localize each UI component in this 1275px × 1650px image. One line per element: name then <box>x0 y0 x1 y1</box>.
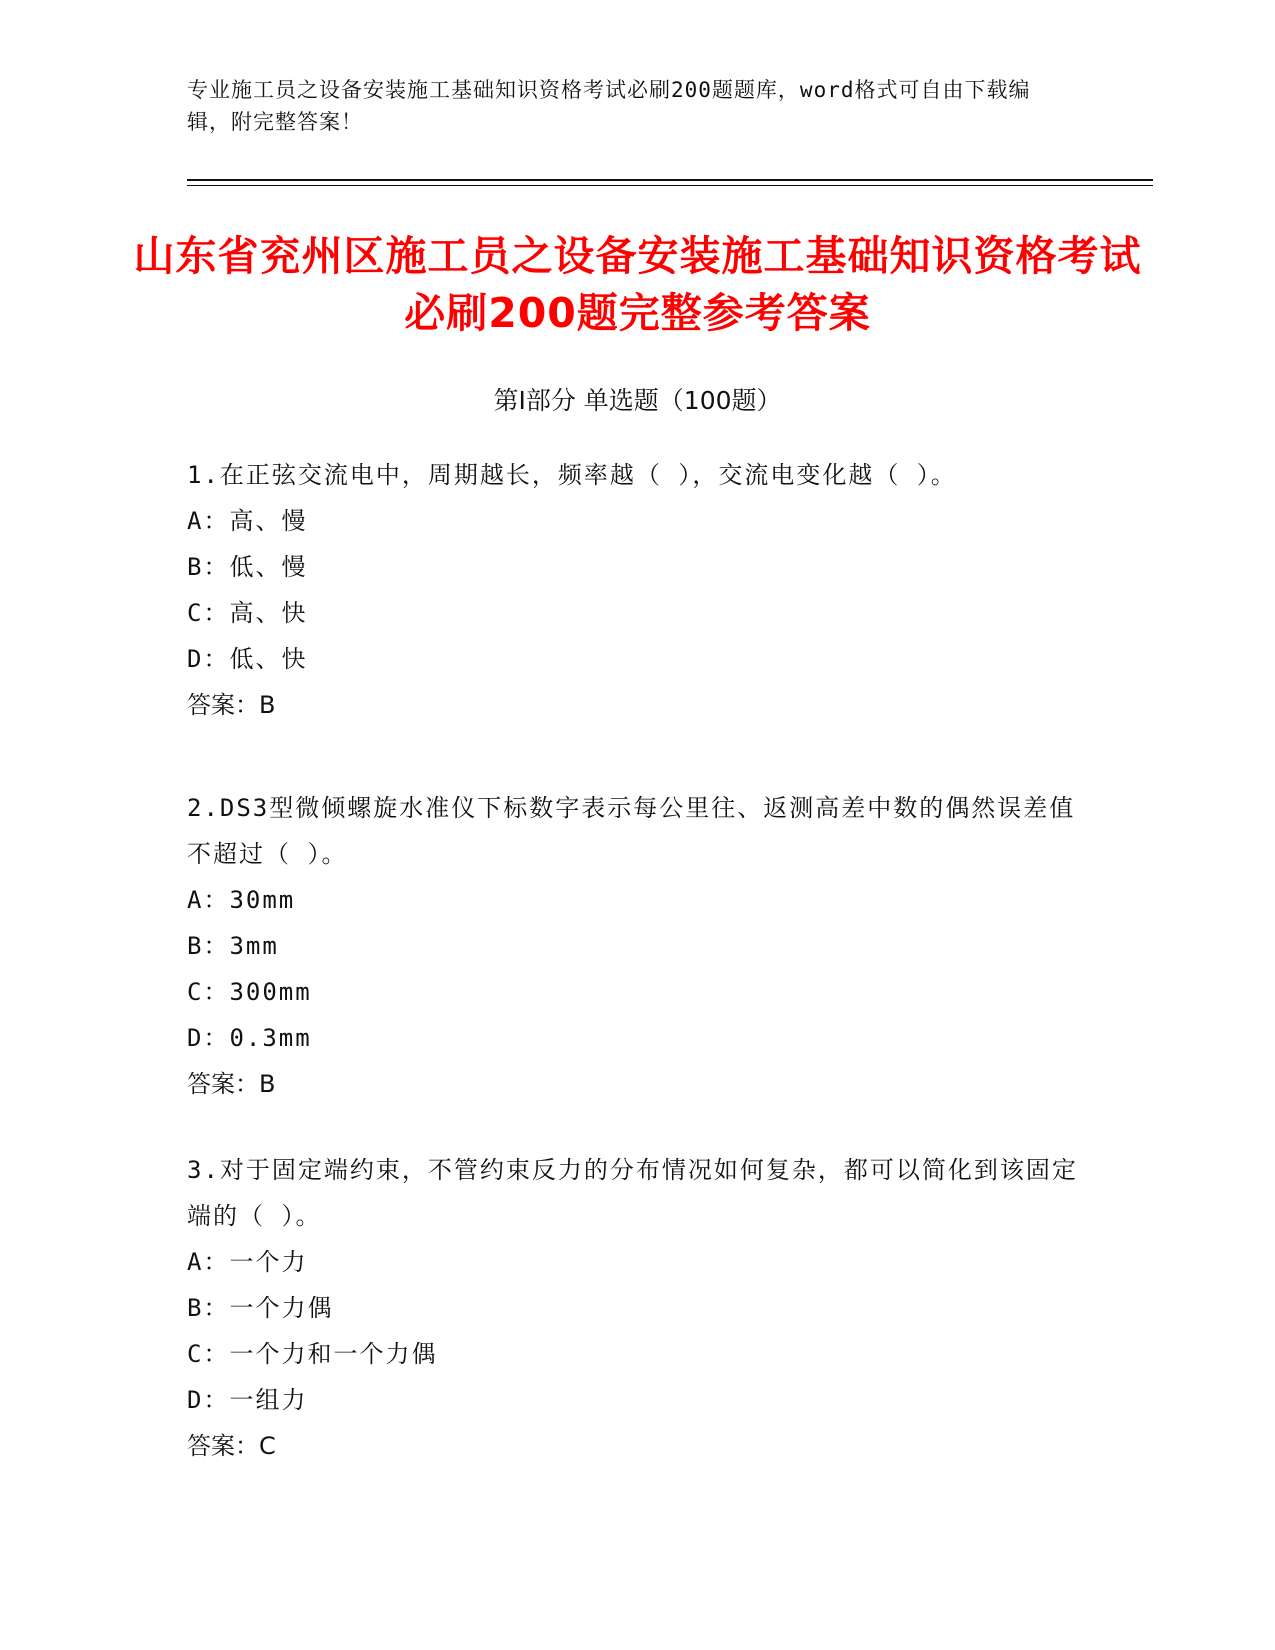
question-3 <box>187 1147 1087 1469</box>
answer: 答案：C <box>187 1432 276 1460</box>
section-heading: 第Ⅰ部分 单选题（100题） <box>493 386 782 415</box>
answer: 答案：B <box>187 691 276 719</box>
option-d: D：一组力 <box>187 1386 308 1414</box>
question-2 <box>187 785 1087 1107</box>
header-note: 专业施工员之设备安装施工基础知识资格考试必刷200题题库，word格式可自由下载编辑，附完整答案！ <box>187 78 1031 134</box>
document-title: 山东省兖州区施工员之设备安装施工基础知识资格考试必刷200题完整参考答案 <box>133 232 1142 337</box>
answer: 答案：B <box>187 1070 276 1098</box>
option-d: D：0.3mm <box>187 1024 312 1052</box>
option-b: B：3mm <box>187 932 279 960</box>
option-a: A：一个力 <box>187 1248 308 1276</box>
question-stem: 3.对于固定端约束，不管约束反力的分布情况如何复杂，都可以简化到该固定端的（ ）。 <box>187 1156 1078 1230</box>
header-divider-thick <box>187 179 1153 181</box>
question-stem: 2.DS3型微倾螺旋水准仪下标数字表示每公里往、返测高差中数的偶然误差值不超过（ ）。 <box>187 794 1076 868</box>
option-a: A：高、慢 <box>187 507 308 535</box>
option-c: C：300mm <box>187 978 312 1006</box>
option-c: C：高、快 <box>187 599 308 627</box>
option-c: C：一个力和一个力偶 <box>187 1340 438 1368</box>
question-stem: 1.在正弦交流电中，周期越长，频率越（ ），交流电变化越（ ）。 <box>187 461 957 489</box>
option-d: D：低、快 <box>187 645 308 673</box>
header-divider-thin <box>187 185 1153 186</box>
option-b: B：一个力偶 <box>187 1294 334 1322</box>
option-b: B：低、慢 <box>187 553 308 581</box>
question-1 <box>187 452 1087 728</box>
option-a: A：30mm <box>187 886 296 914</box>
